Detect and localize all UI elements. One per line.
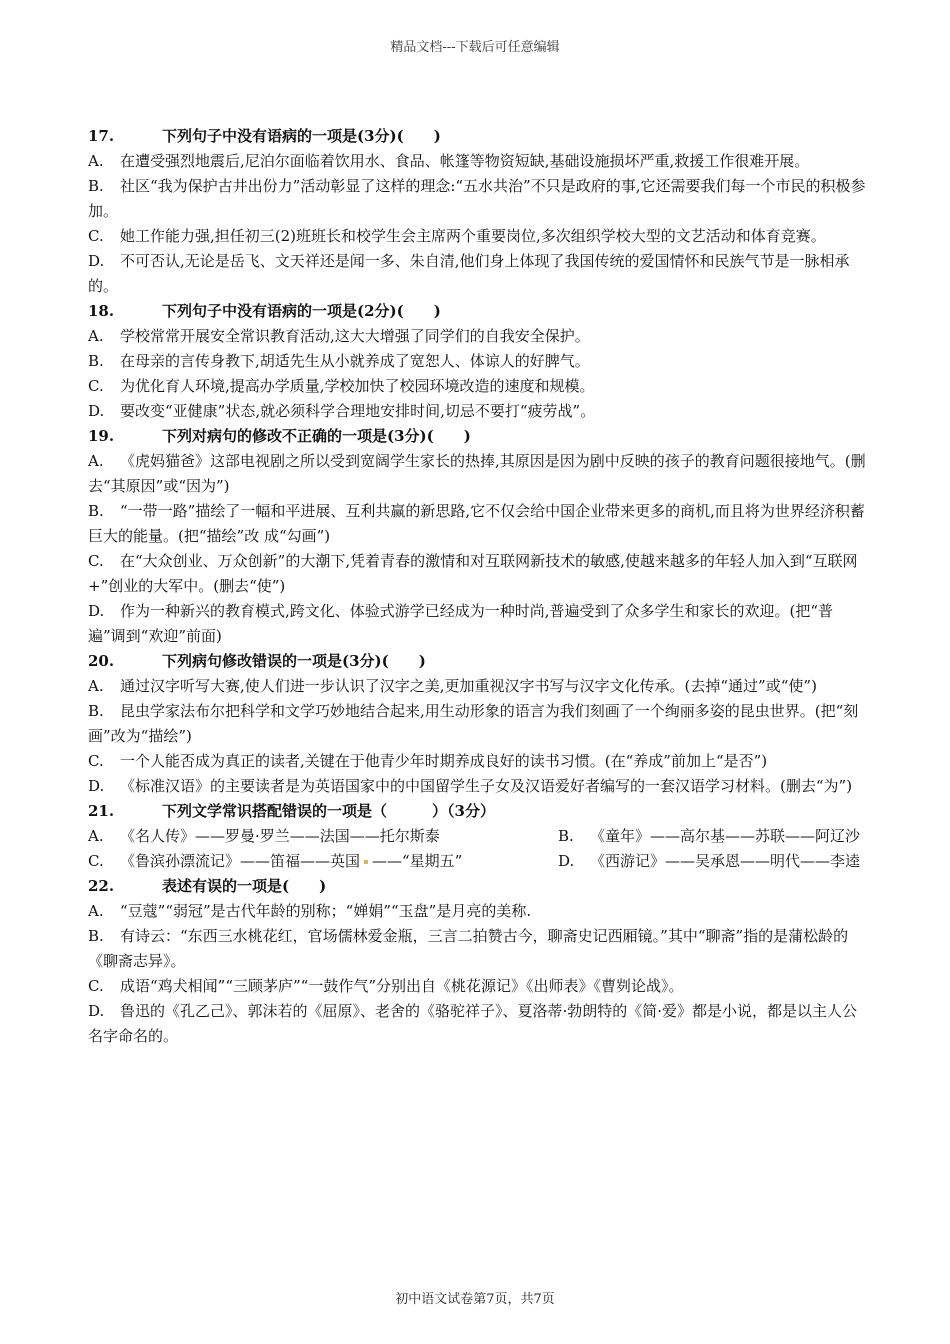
- question-text: 下列句子中没有语病的一项是(3分)( ): [162, 127, 441, 145]
- question-18-option-d: D. 要改变“亚健康”状态,就必须科学合理地安排时间,切忌不要打“疲劳战”。: [88, 402, 596, 420]
- question-text: 表述有误的一项是( ): [162, 877, 327, 895]
- question-19-option-d: D. 作为一种新兴的教育模式,跨文化、体验式游学已经成为一种时尚,普遍受到了众多学生和家长的欢迎。(把“普遍”调到“欢迎”前面): [88, 602, 834, 645]
- question-number: 21.: [88, 802, 115, 820]
- question-20-option-c: C. 一个人能否成为真正的读者,关键在于他青少年时期养成良好的读书习惯。(在“养成”前加上“是否”): [88, 752, 768, 770]
- question-22-option-d: D. 鲁迅的《孔乙己》、郭沫若的《屈原》、老舍的《骆驼祥子》、夏洛蒂·勃朗特的《简·爱》都是小说，都是以主人公名字命名的。: [88, 1002, 858, 1045]
- question-19-option-a: A. 《虎妈猫爸》这部电视剧之所以受到宽阔学生家长的热捧,其原因是因为剧中反映的孩子的教育问题很接地气。(删去“其原因”或“因为”): [88, 452, 866, 495]
- question-17-option-c: C. 她工作能力强,担任初三(2)班班长和校学生会主席两个重要岗位,多次组织学校大型的文艺活动和体育竞赛。: [88, 227, 826, 245]
- exam-content: [88, 124, 866, 1049]
- question-17-option-d: D. 不可否认,无论是岳飞、文天祥还是闻一多、朱自清,他们身上体现了我国传统的爱国情怀和民族气节是一脉相承的。: [88, 252, 850, 295]
- question-number: 18.: [88, 302, 115, 320]
- question-text: 下列对病句的修改不正确的一项是(3分)( ): [162, 427, 471, 445]
- question-21-option-b: B. 《童年》——高尔基——苏联——阿辽沙: [558, 827, 861, 845]
- question-20-stem: [88, 649, 866, 674]
- question-19-option-c: C. 在“大众创业、万众创新”的大潮下,凭着青春的激情和对互联网新技术的敏感,使越来越多的年轻人加入到“互联网+”创业的大军中。(删去“使”): [88, 552, 858, 595]
- question-20-option-b: B. 昆虫学家法布尔把科学和文学巧妙地结合起来,用生动形象的语言为我们刻画了一个绚丽多姿的昆虫世界。(把“刻画”改为“描绘”): [88, 702, 859, 745]
- question-text: 下列文学常识搭配错误的一项是（ ）（3分）: [162, 802, 495, 820]
- question-21-option-row: [88, 824, 866, 849]
- page-header: 精品文档---下载后可任意编辑: [390, 40, 560, 55]
- question-number: 17.: [88, 127, 115, 145]
- question-number: 19.: [88, 427, 115, 445]
- question-17-stem: [88, 124, 866, 149]
- question-21-option-c: C. 《鲁滨孙漂流记》——笛福——英国 ——“星期五”: [88, 852, 463, 870]
- question-18-option-a: A. 学校常常开展安全常识教育活动,这大大增强了同学们的自我安全保护。: [88, 327, 590, 345]
- question-20-option-d: D. 《标准汉语》的主要读者是为英语国家中的中国留学生子女及汉语爱好者编写的一套汉语学习材料。(删去“为”): [88, 777, 853, 795]
- question-21-option-a: A. 《名人传》——罗曼·罗兰——法国——托尔斯泰: [88, 827, 440, 845]
- question-21-option-row: [88, 849, 866, 874]
- question-17-option-a: A. 在遭受强烈地震后,尼泊尔面临着饮用水、食品、帐篷等物资短缺,基础设施损坏严重,救援工作很难开展。: [88, 152, 810, 170]
- question-22-option-b: B. 有诗云：“东西三水桃花红，官场儒林爱金瓶，三言二拍赞古今，聊斋史记西厢镜。”其中“聊斋”指的是蒲松龄的《聊斋志异》。: [88, 927, 849, 970]
- question-number: 20.: [88, 652, 115, 670]
- question-17-option-b: B. 社区“我为保护古井出份力”活动彰显了这样的理念:“五水共治”不只是政府的事,它还需要我们每一个市民的积极参加。: [88, 177, 866, 220]
- question-20-option-a: A. 通过汉字听写大赛,使人们进一步认识了汉字之美,更加重视汉字书写与汉字文化传承。(去掉“通过”或“使”): [88, 677, 817, 695]
- question-18-option-b: B. 在母亲的言传身教下,胡适先生从小就养成了宽恕人、体谅人的好脾气。: [88, 352, 590, 370]
- page-footer: 初中语文试卷第7页，共7页: [395, 1292, 555, 1307]
- question-text: 下列句子中没有语病的一项是(2分)( ): [162, 302, 441, 320]
- question-text: 下列病句修改错误的一项是(3分)( ): [162, 652, 426, 670]
- question-22-stem: [88, 874, 866, 899]
- highlight-mark: [364, 860, 368, 864]
- question-18-option-c: C. 为优化育人环境,提高办学质量,学校加快了校园环境改造的速度和规模。: [88, 377, 595, 395]
- question-number: 22.: [88, 877, 115, 895]
- question-19-stem: [88, 424, 866, 449]
- question-21-stem: [88, 799, 866, 824]
- question-22-option-c: C. 成语“鸡犬相闻”“三顾茅庐”“一鼓作气”分别出自《桃花源记》《出师表》《曹刿论战》。: [88, 977, 684, 995]
- question-21-option-d: D. 《西游记》——吴承恩——明代——李逵: [558, 852, 861, 870]
- question-19-option-b: B. “一带一路”描绘了一幅和平进展、互利共赢的新思路,它不仅会给中国企业带来更多的商机,而且将为世界经济积蓄巨大的能量。(把“描绘”改 成“勾画”): [88, 502, 865, 545]
- question-22-option-a: A. “豆蔻”“弱冠”是古代年龄的别称；“婵娟”“玉盘”是月亮的美称.: [88, 902, 532, 920]
- question-18-stem: [88, 299, 866, 324]
